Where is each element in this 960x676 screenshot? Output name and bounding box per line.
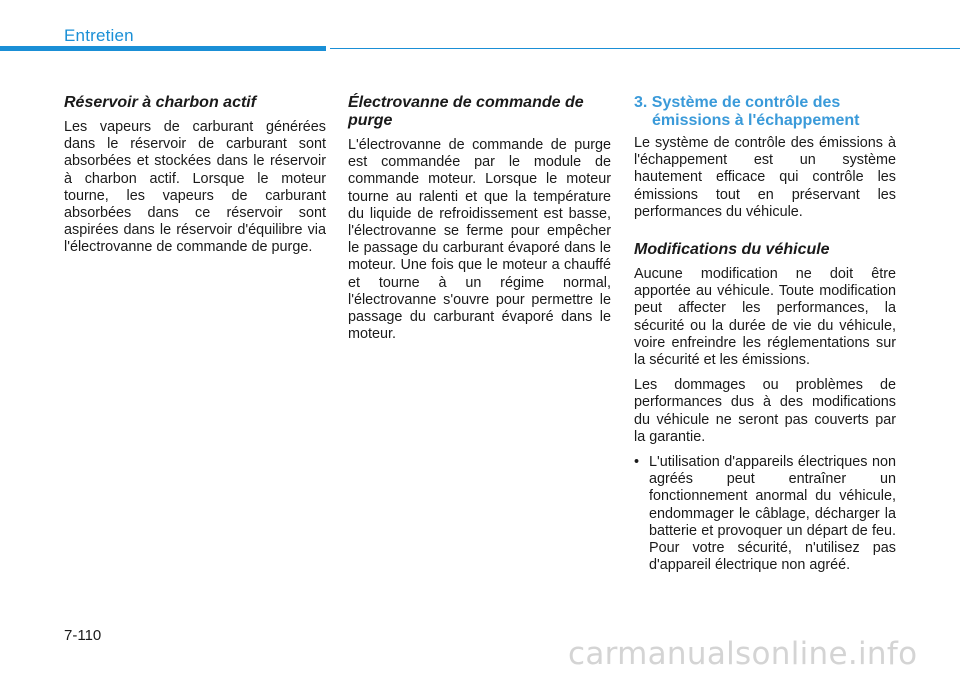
column-left [64, 94, 326, 265]
paragraph-purge-valve: L'électrovanne de commande de purge est commandée par le module de commande moteur. Lorsque le moteur tourne au ralenti et que la température du liquide de refroidissement est basse, l'électrovanne se ferme pour empêcher le passage du carburant évaporé dans le moteur. Une fois que le moteur a chauffé et tourne à un régime normal, l'électrovanne s'ouvre pour permettre le passage du carburant évaporé dans le moteur. [348, 137, 611, 343]
heading-charcoal-canister: Réservoir à charbon actif [64, 94, 257, 111]
watermark: carmanualsonline.info [568, 636, 918, 672]
bullet-list [634, 454, 896, 574]
page-number: 7-110 [64, 627, 102, 644]
bullet-item: • L'utilisation d'appareils électriques non agréés peut entraîner un fonctionnement anormal du véhicule, endommager le câblage, décharger la batterie et provoquer un départ de feu. Pour votre sécurité, n'utilisez pas d'appareil électrique non agréé. [634, 454, 896, 574]
heading-emission-control [634, 94, 896, 130]
section-title: Entretien [64, 26, 134, 45]
heading-vehicle-modifications: Modifications du véhicule [634, 241, 830, 259]
paragraph-charcoal-canister: Les vapeurs de carburant générées dans le réservoir de carburant sont absorbées et stockées dans le réservoir à charbon actif. Lorsque le moteur tourne, les vapeurs de carburant absorbées dans ce réservoir sont aspirées dans le réservoir d'équilibre via l'électrovanne de commande de purge. [64, 119, 326, 256]
heading-emission-control-line1: 3. Système de contrôle des [634, 94, 841, 111]
header-rule-thick [0, 46, 326, 51]
paragraph-modifications-1: Aucune modification ne doit être apportée au véhicule. Toute modification peut affecter les performances, la sécurité ou la durée de vie du véhicule, voire enfreindre les réglementations sur la sécurité et les émissions. [634, 266, 896, 369]
heading-emission-control-line2: émissions à l'échappement [652, 112, 860, 129]
column-right [634, 94, 896, 574]
paragraph-emission-intro: Le système de contrôle des émissions à l'échappement est un système hautement efficace qui contrôle les émissions tout en préservant les performances du véhicule. [634, 135, 896, 220]
heading-purge-valve: Électrovanne de commande de purge [348, 94, 584, 129]
paragraph-modifications-2: Les dommages ou problèmes de performances dus à des modifications du véhicule ne seront pas couverts par la garantie. [634, 377, 896, 445]
header-rule-thin [330, 48, 960, 49]
column-middle [348, 94, 611, 351]
